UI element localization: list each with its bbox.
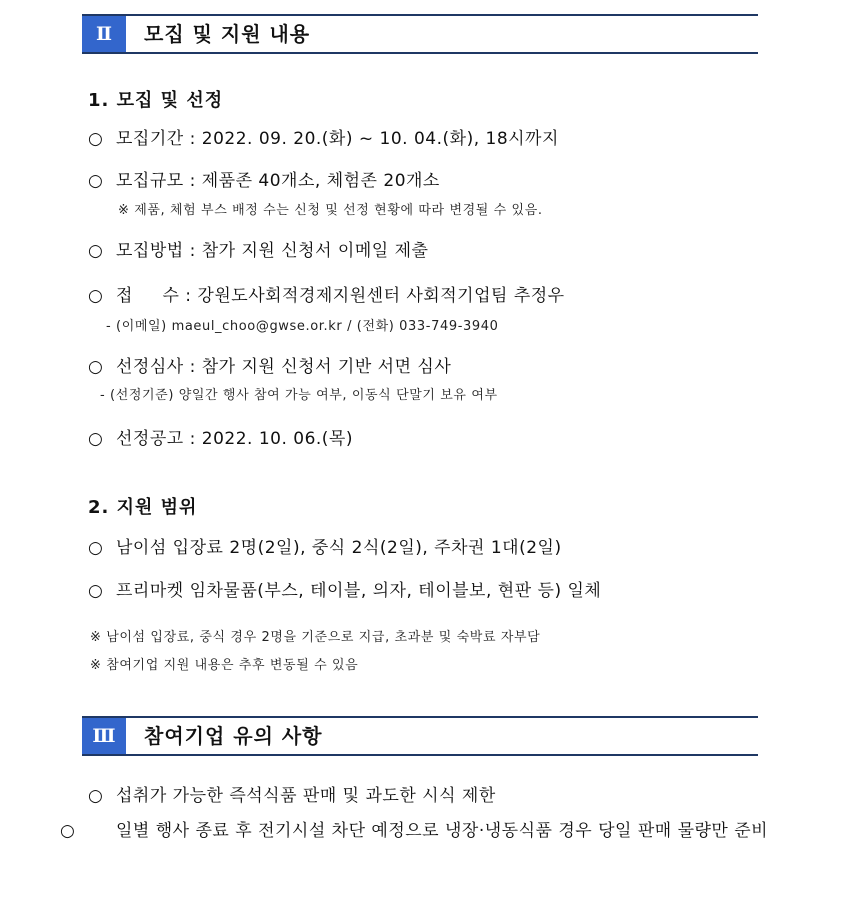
item-value: 참가 지원 신청서 기반 서면 심사 (201, 357, 452, 377)
bullet-circle: ○ (88, 241, 104, 261)
note-support-2: ※ 참여기업 지원 내용은 추후 변동될 수 있음 (90, 658, 359, 673)
item-notice-food (88, 781, 496, 806)
item-value: 참가 지원 신청서 이메일 제출 (201, 241, 429, 261)
bullet-circle: ○ (88, 171, 104, 191)
item-notice-power (60, 815, 786, 847)
item-value: 제품존 40개소, 체험존 20개소 (201, 171, 440, 191)
section-3-header (82, 716, 758, 756)
section-2-badge: Ⅱ (82, 16, 126, 52)
subheading-recruitment: 1. 모집 및 선정 (88, 90, 224, 111)
item-sep: : (183, 171, 202, 191)
item-sep: : (183, 357, 202, 377)
bullet-circle: ○ (88, 286, 104, 306)
bullet-circle: ○ (88, 786, 104, 806)
item-support-rental (88, 576, 601, 601)
item-sep: : (183, 429, 202, 449)
item-sep: : (183, 129, 202, 149)
item-text: 남이섬 입장료 2명(2일), 중식 2식(2일), 주차권 1대(2일) (116, 538, 562, 558)
item-label: 선정공고 (116, 429, 184, 449)
note-support-1: ※ 남이섬 입장료, 중식 경우 2명을 기준으로 지급, 초과분 및 숙박료 자부담 (90, 630, 541, 645)
bullet-circle: ○ (88, 581, 104, 601)
item-sep: : (179, 286, 198, 306)
subheading-support-scope: 2. 지원 범위 (88, 497, 198, 518)
item-label: 모집규모 (116, 171, 184, 191)
item-reception (88, 281, 565, 306)
item-text: 프리마켓 임차물품(부스, 테이블, 의자, 테이블보, 현판 등) 일체 (116, 581, 602, 601)
section-3-badge: Ⅲ (82, 718, 126, 754)
bullet-circle: ○ (88, 357, 104, 377)
item-recruit-scale (88, 166, 440, 191)
item-support-admission (88, 533, 562, 558)
note-booth-allocation: ※ 제품, 체험 부스 배정 수는 신청 및 선정 현황에 따라 변경될 수 있음. (118, 203, 543, 218)
section-2-header (82, 14, 758, 54)
bullet-circle: ○ (88, 538, 104, 558)
bullet-circle: ○ (88, 429, 104, 449)
item-sep: : (183, 241, 202, 261)
item-value: 2022. 10. 06.(목) (201, 429, 353, 449)
bullet-circle: ○ (88, 129, 104, 149)
item-recruit-method (88, 236, 428, 261)
item-selection-review (88, 352, 451, 377)
note-selection-criteria: - (선정기준) 양일간 행사 참여 가능 여부, 이동식 단말기 보유 여부 (100, 388, 498, 403)
item-value: 2022. 09. 20.(화) ~ 10. 04.(화), 18시까지 (201, 129, 559, 149)
section-2-title: 모집 및 지원 내용 (144, 22, 311, 46)
item-label: 모집기간 (116, 129, 184, 149)
item-text: 일별 행사 종료 후 전기시설 차단 예정으로 냉장·냉동식품 경우 당일 판매 물량만 준비 (116, 821, 769, 841)
bullet-circle: ○ (60, 821, 76, 841)
item-selection-announce (88, 424, 353, 449)
item-text: 섭취가 가능한 즉석식품 판매 및 과도한 시식 제한 (116, 786, 496, 806)
section-3-title: 참여기업 유의 사항 (144, 724, 323, 748)
item-label: 선정심사 (116, 357, 184, 377)
item-value: 강원도사회적경제지원센터 사회적기업팀 추정우 (197, 286, 565, 306)
item-recruit-period (88, 124, 559, 149)
item-label: 모집방법 (116, 241, 184, 261)
item-label: 접 수 (116, 286, 180, 306)
note-contact: - (이메일) maeul_choo@gwse.or.kr / (전화) 033-749-3940 (106, 319, 499, 334)
